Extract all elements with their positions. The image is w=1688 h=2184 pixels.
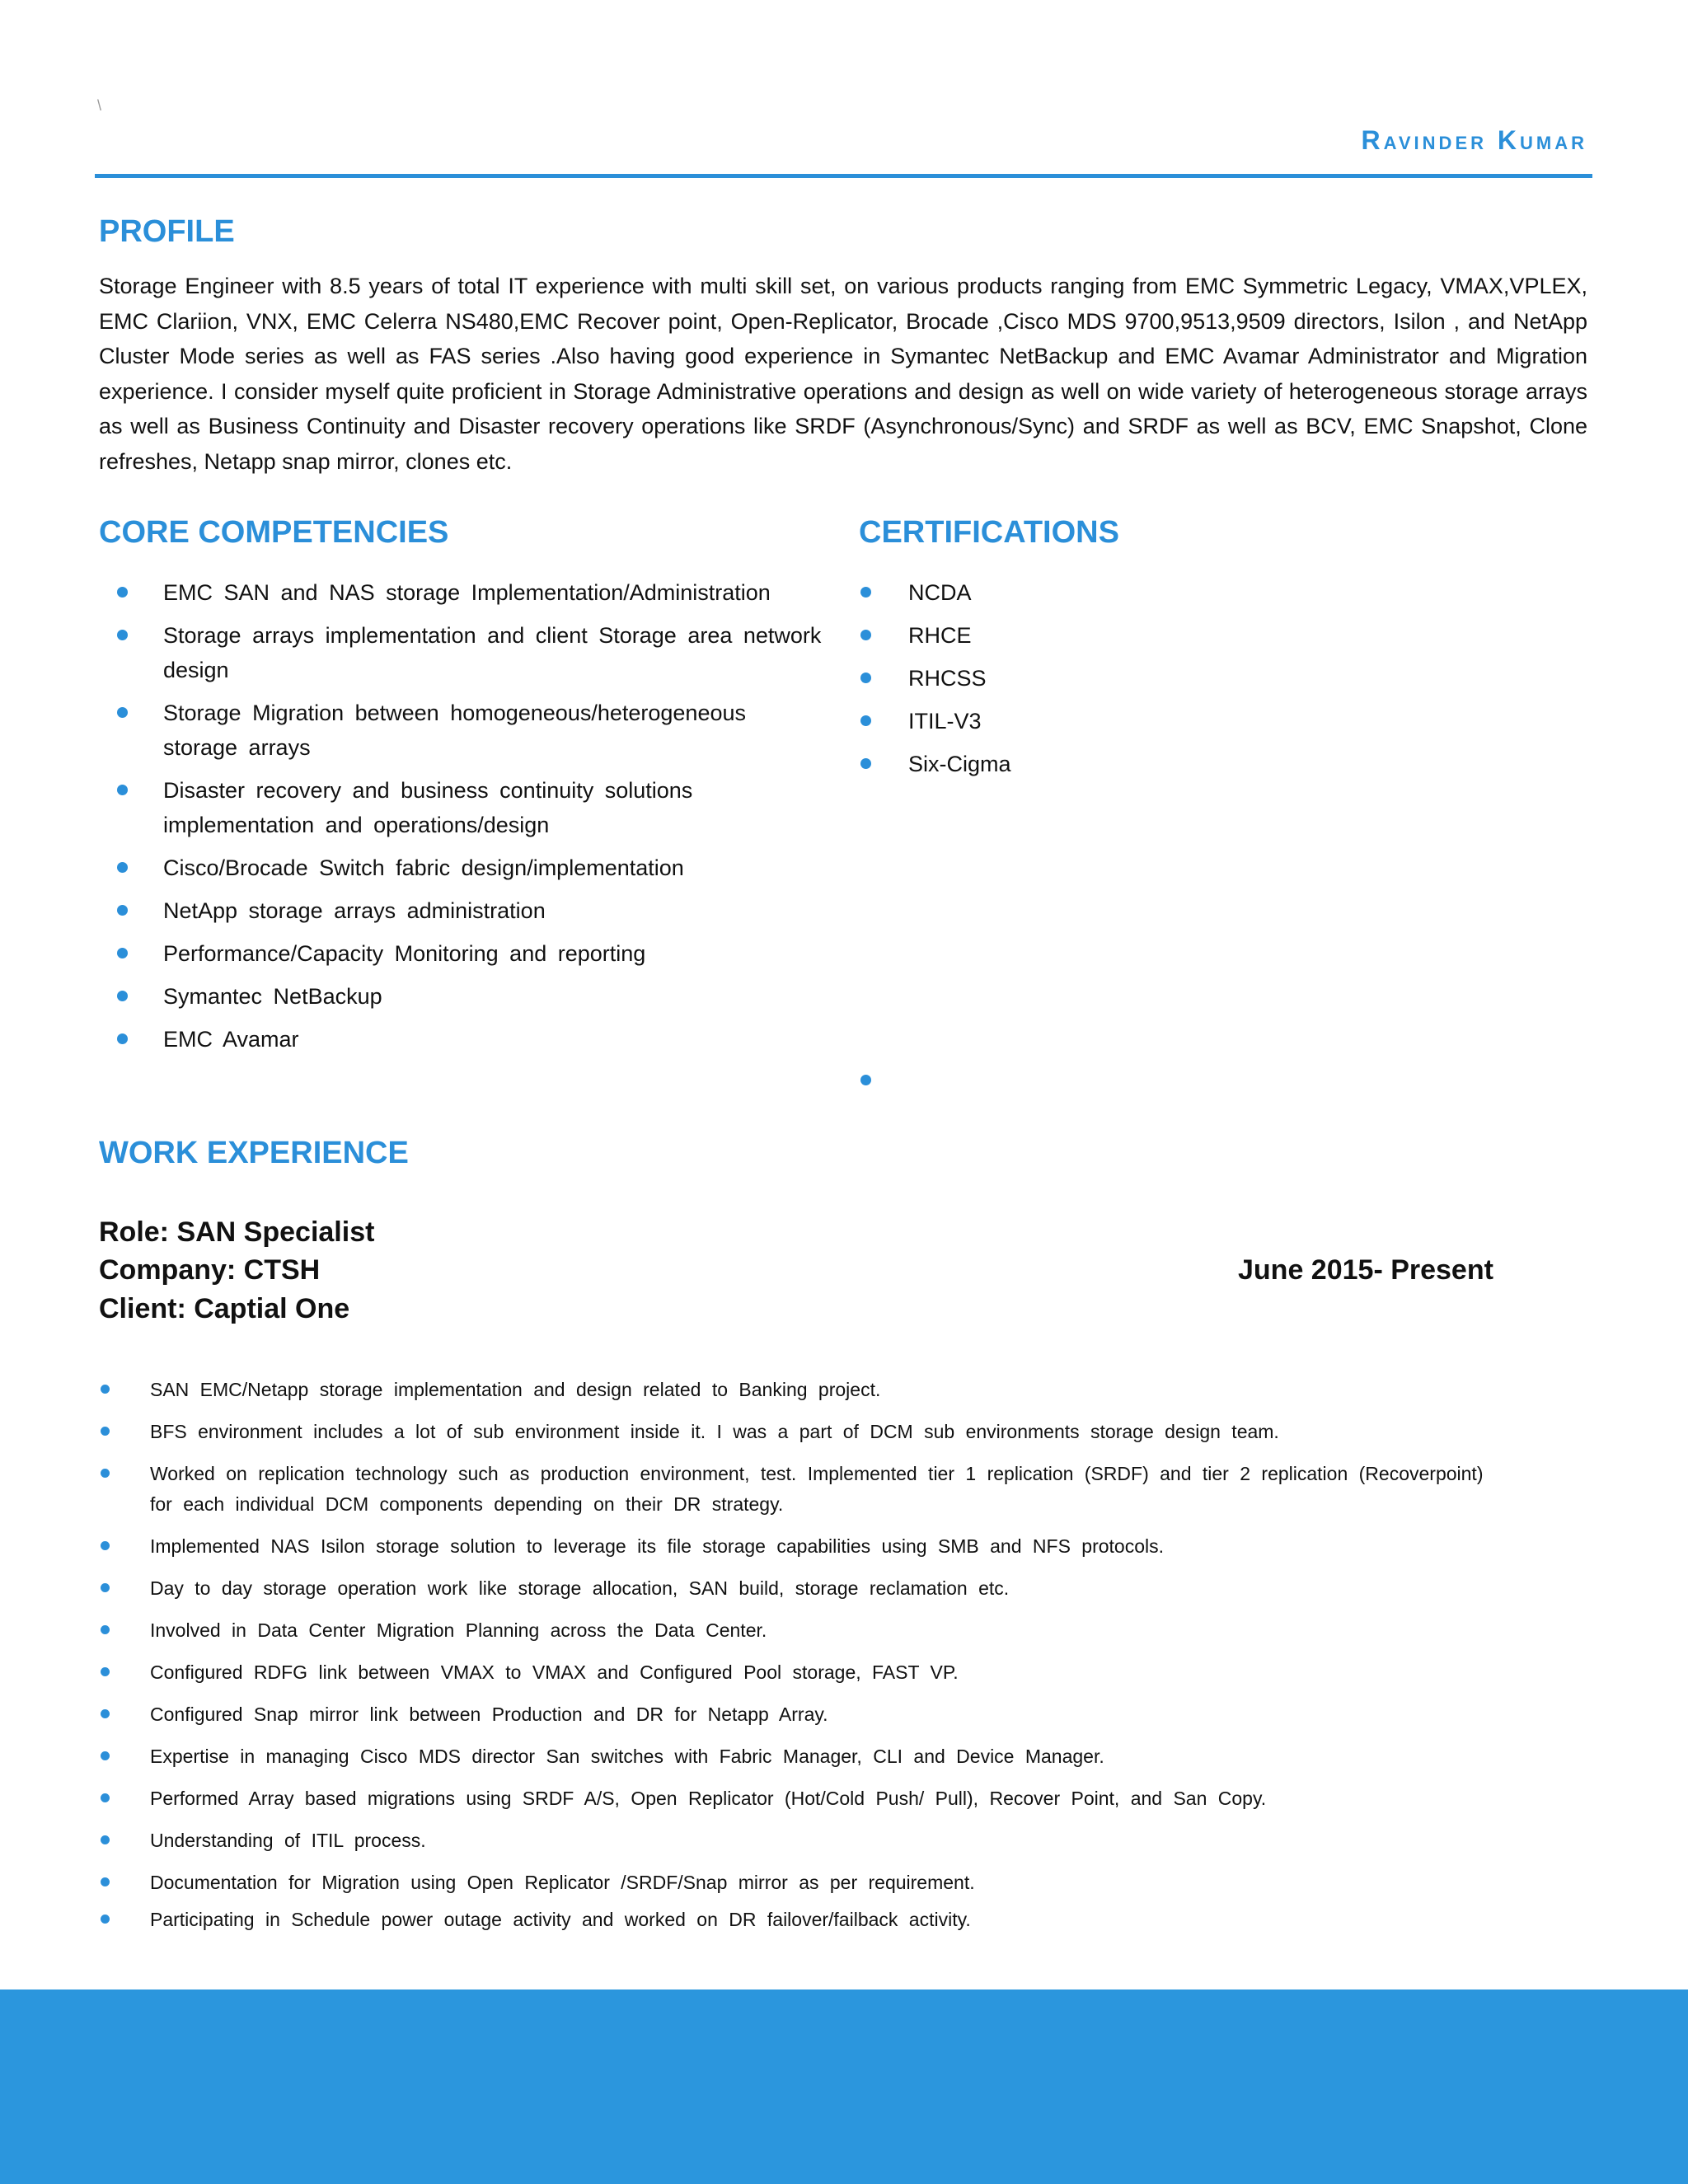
list-item [99, 1573, 1500, 1604]
core-competencies-list [99, 575, 824, 1065]
duty-text: Understanding of ITIL process. [150, 1830, 426, 1851]
bullet-icon [860, 758, 871, 769]
core-competencies-heading: CORE COMPETENCIES [99, 515, 449, 550]
list-item [99, 696, 824, 765]
footer-band [0, 1990, 1688, 2184]
certification-text: Six-Cigma [908, 752, 1011, 776]
list-item [99, 1459, 1500, 1520]
bullet-icon [860, 587, 871, 598]
bullet-icon [101, 1469, 110, 1478]
bullet-icon [117, 1033, 128, 1044]
work-experience-heading: WORK EXPERIENCE [99, 1136, 409, 1170]
bullet-icon [117, 587, 128, 598]
duty-text: Worked on replication technology such as production environment, test. Implemented tier 1 replication (SRDF) and tier 2 replication (Recoverpoint) for each individual DCM components depending on their DR strategy. [150, 1463, 1484, 1515]
list-item [842, 618, 1419, 653]
list-item [99, 575, 824, 610]
list-item [99, 1657, 1500, 1688]
list-item [99, 1825, 1500, 1856]
duty-text: Configured Snap mirror link between Production and DR for Netapp Array. [150, 1704, 828, 1725]
duty-text: Performed Array based migrations using SRDF A/S, Open Replicator (Hot/Cold Push/ Pull), Recover Point, and San Copy. [150, 1788, 1267, 1809]
competency-text: Performance/Capacity Monitoring and reporting [163, 941, 646, 966]
duty-text: Configured RDFG link between VMAX to VMAX and Configured Pool storage, FAST VP. [150, 1661, 959, 1683]
competency-text: NetApp storage arrays administration [163, 898, 546, 923]
job-client: Client: Captial One [99, 1293, 350, 1324]
duty-text: SAN EMC/Netapp storage implementation and design related to Banking project. [150, 1379, 881, 1400]
list-item [99, 893, 824, 928]
profile-heading: PROFILE [99, 214, 235, 249]
bullet-icon [860, 630, 871, 640]
duty-text: Expertise in managing Cisco MDS director San switches with Fabric Manager, CLI and Device Manager. [150, 1746, 1104, 1767]
competency-text: Storage arrays implementation and client Storage area network design [163, 623, 822, 682]
bullet-icon [117, 630, 128, 640]
bullet-icon [117, 991, 128, 1001]
competency-text: EMC SAN and NAS storage Implementation/Administration [163, 580, 771, 605]
list-item [842, 704, 1419, 738]
stray-mark: \ [97, 97, 102, 114]
bullet-icon [117, 707, 128, 718]
competency-text: Cisco/Brocade Switch fabric design/implementation [163, 855, 684, 880]
list-item [99, 851, 824, 885]
competency-text: Disaster recovery and business continuity solutions implementation and operations/design [163, 778, 693, 837]
list-item [99, 1022, 824, 1057]
bullet-icon [101, 1583, 110, 1592]
bullet-icon [101, 1877, 110, 1886]
list-item [842, 661, 1419, 696]
list-item [99, 1417, 1500, 1447]
list-item [99, 1783, 1500, 1814]
bullet-icon [860, 715, 871, 726]
bullet-icon [101, 1793, 110, 1802]
candidate-name: Ravinder Kumar [1361, 125, 1587, 155]
duty-text: Documentation for Migration using Open Replicator /SRDF/Snap mirror as per requirement. [150, 1872, 975, 1893]
list-item [842, 575, 1419, 610]
list-item [99, 1615, 1500, 1646]
duty-text: BFS environment includes a lot of sub environment inside it. I was a part of DCM sub environments storage design team. [150, 1421, 1279, 1442]
certification-text: NCDA [908, 580, 972, 605]
bullet-icon [101, 1541, 110, 1550]
list-item [99, 1905, 1500, 1935]
list-item [99, 618, 824, 687]
bullet-icon [117, 862, 128, 873]
bullet-icon [117, 948, 128, 958]
certification-text: RHCSS [908, 666, 987, 691]
bullet-icon [101, 1835, 110, 1844]
job-dates: June 2015- Present [1238, 1254, 1493, 1286]
bullet-icon [101, 1427, 110, 1436]
bullet-icon [117, 905, 128, 916]
bullet-icon [101, 1709, 110, 1718]
job-company: Company: CTSH [99, 1254, 321, 1286]
competency-text: Symantec NetBackup [163, 984, 382, 1009]
certification-text: RHCE [908, 623, 972, 648]
header-divider [95, 174, 1592, 178]
bullet-icon [101, 1625, 110, 1634]
list-item [842, 747, 1419, 781]
bullet-icon [101, 1915, 110, 1924]
profile-text: Storage Engineer with 8.5 years of total IT experience with multi skill set, on various products ranging from EMC Symmetric Legacy, VMAX,VPLEX, EMC Clariion, VNX, EMC Celerra NS480,EMC Recover point, Open-Replicator, Brocade ,Cisco MDS 9700,9513,9509 directors, Isilon , and NetApp Cluster Mode series as well as FAS series .Also having good experience in Symantec NetBackup and EMC Avamar Administrator and Migration experience. I consider myself quite proficient in Storage Administrative operations and design as well on wide variety of heterogeneous storage arrays as well as Business Continuity and Disaster recovery operations like SRDF (Asynchronous/Sync) and SRDF as well as BCV, EMC Snapshot, Clone refreshes, Netapp snap mirror, clones etc. [99, 274, 1587, 474]
list-item [99, 1375, 1500, 1405]
bullet-icon [101, 1751, 110, 1760]
bullet-icon [101, 1667, 110, 1676]
duty-text: Participating in Schedule power outage activity and worked on DR failover/failback activity. [150, 1909, 971, 1930]
certifications-heading: CERTIFICATIONS [859, 515, 1119, 550]
duty-text: Involved in Data Center Migration Planning across the Data Center. [150, 1619, 767, 1641]
job-role: Role: SAN Specialist [99, 1216, 375, 1248]
certifications-list [842, 575, 1419, 790]
list-item [99, 979, 824, 1014]
duty-text: Day to day storage operation work like storage allocation, SAN build, storage reclamation etc. [150, 1577, 1010, 1599]
certification-text: ITIL-V3 [908, 709, 982, 733]
competency-text: EMC Avamar [163, 1027, 299, 1052]
competency-text: Storage Migration between homogeneous/heterogeneous storage arrays [163, 701, 746, 760]
empty-bullet-icon [860, 1075, 871, 1085]
list-item [99, 1531, 1500, 1562]
list-item [99, 936, 824, 971]
list-item [99, 1699, 1500, 1730]
bullet-icon [101, 1385, 110, 1394]
list-item [99, 1741, 1500, 1772]
bullet-icon [860, 673, 871, 683]
list-item [99, 773, 824, 842]
duty-text: Implemented NAS Isilon storage solution to leverage its file storage capabilities using SMB and NFS protocols. [150, 1535, 1165, 1557]
bullet-icon [117, 785, 128, 795]
list-item [99, 1868, 1500, 1898]
work-duties-list [99, 1375, 1500, 1947]
